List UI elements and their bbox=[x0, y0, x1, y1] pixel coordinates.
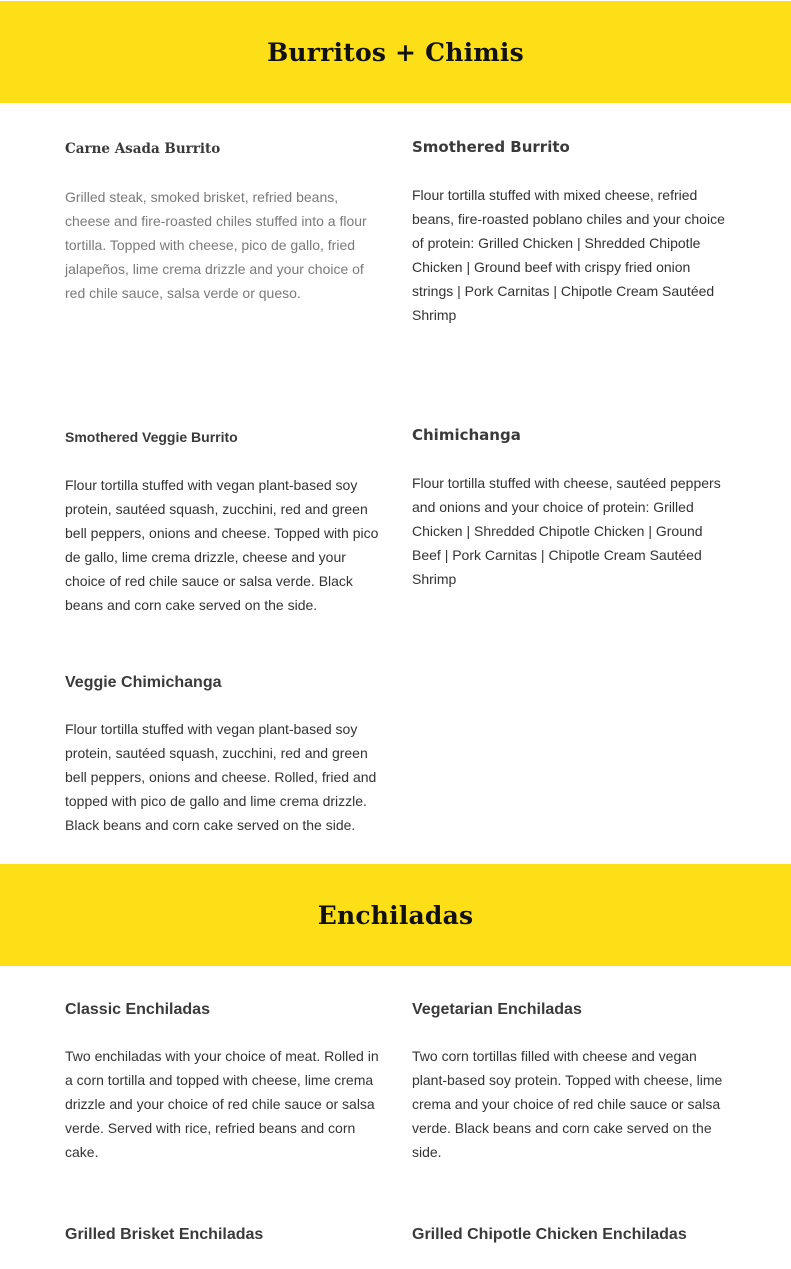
menu-item-grilled-chipotle-chicken-enchiladas bbox=[412, 1225, 728, 1269]
section-banner-burritos bbox=[0, 1, 791, 103]
menu-item-name: Smothered Burrito bbox=[412, 138, 570, 156]
menu-item-classic-enchiladas bbox=[65, 1000, 381, 1164]
menu-item-vegetarian-enchiladas bbox=[412, 1000, 728, 1164]
menu-item-description: Two enchiladas with your choice of meat. Rolled in a corn tortilla and topped with cheese, lime crema drizzle and your choice of red chile sauce or salsa verde. Served with rice, refried beans and corn cake. bbox=[65, 1048, 379, 1160]
menu-item-name: Chimichanga bbox=[412, 426, 521, 444]
menu-item-veggie-chimichanga bbox=[65, 673, 381, 837]
menu-item-name: Classic Enchiladas bbox=[65, 1001, 210, 1018]
menu-item-name: Grilled Chipotle Chicken Enchiladas bbox=[412, 1226, 687, 1243]
menu-item-description: Flour tortilla stuffed with mixed cheese, refried beans, fire-roasted poblano chiles and your choice of protein: Grilled Chicken | Shredded Chipotle Chicken | Ground beef with crispy fried onion strings | Pork Carnitas | Chipotle Cream Sautéed Shrimp bbox=[412, 187, 725, 323]
menu-item-description: Two corn tortillas filled with cheese and vegan plant-based soy protein. Topped with cheese, lime crema and your choice of red chile sauce or salsa verde. Black beans and corn cake served on the side. bbox=[412, 1048, 723, 1160]
menu-item-grilled-brisket-enchiladas bbox=[65, 1225, 381, 1269]
section-title: Burritos + Chimis bbox=[267, 37, 524, 67]
section-banner-enchiladas bbox=[0, 864, 791, 966]
menu-item-name: Vegetarian Enchiladas bbox=[412, 1001, 582, 1018]
menu-item-description: Flour tortilla stuffed with vegan plant-based soy protein, sautéed squash, zucchini, red and green bell peppers, onions and cheese. Rolled, fried and topped with pico de gallo and lime crema drizzle. Black beans and corn cake served on the side. bbox=[65, 721, 377, 833]
menu-item-description: Flour tortilla stuffed with cheese, sautéed peppers and onions and your choice of protein: Grilled Chicken | Shredded Chipotle Chicken | Ground Beef | Pork Carnitas | Chipotle Cream Sautéed Shrimp bbox=[412, 475, 721, 587]
menu-item-description: Grilled steak, smoked brisket, refried beans, cheese and fire-roasted chiles stuffed into a flour tortilla. Topped with cheese, pico de gallo, fried jalapeños, lime crema drizzle and your choice of red chile sauce, salsa verde or queso. bbox=[65, 189, 367, 301]
menu-item-smothered-burrito bbox=[412, 137, 728, 327]
menu-item-carne-asada-burrito bbox=[65, 139, 381, 305]
menu-item-description: Flour tortilla stuffed with vegan plant-based soy protein, sautéed squash, zucchini, red and green bell peppers, onions and cheese. Topped with pico de gallo, lime crema drizzle, cheese and your choice of red chile sauce or salsa verde. Black beans and corn cake served on the side. bbox=[65, 477, 379, 613]
menu-item-name: Carne Asada Burrito bbox=[65, 141, 221, 157]
menu-item-smothered-veggie-burrito bbox=[65, 427, 381, 617]
menu-item-name: Smothered Veggie Burrito bbox=[65, 429, 238, 445]
menu-item-name: Grilled Brisket Enchiladas bbox=[65, 1226, 264, 1243]
section-title: Enchiladas bbox=[317, 900, 474, 930]
menu-item-name: Veggie Chimichanga bbox=[65, 674, 222, 691]
menu-item-chimichanga bbox=[412, 425, 728, 591]
